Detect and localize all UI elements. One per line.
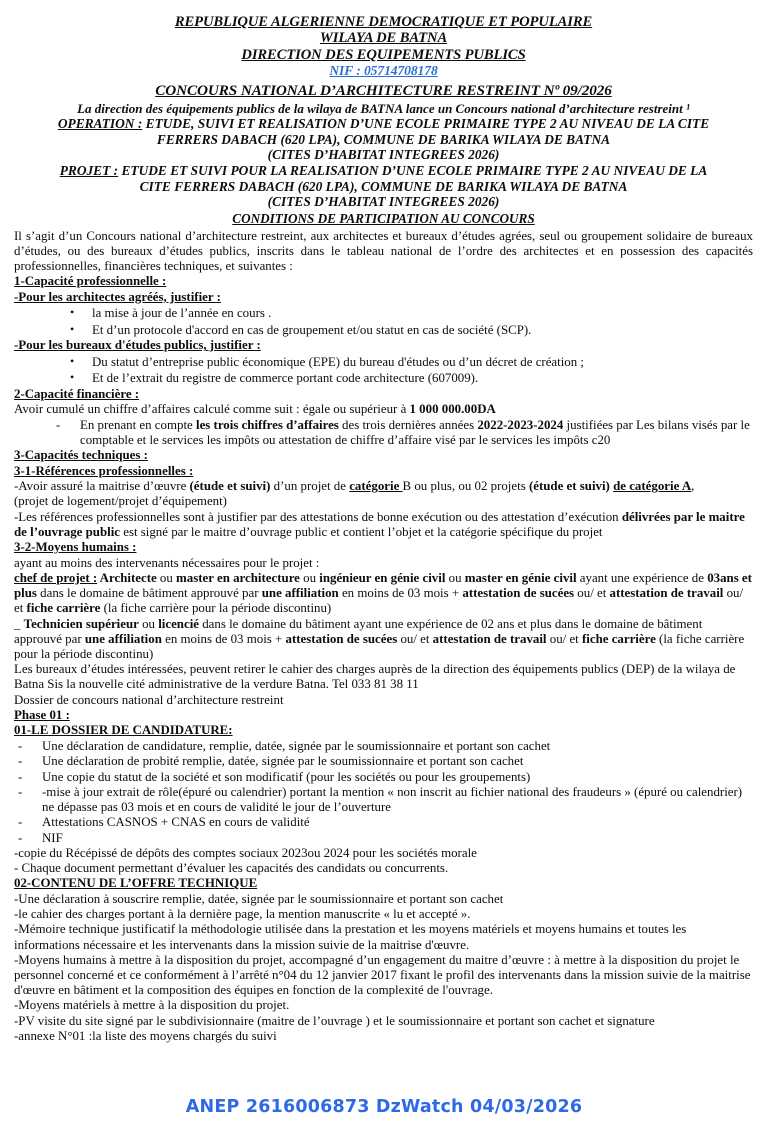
dossier-line: Dossier de concours national d’architecture restreint xyxy=(14,692,284,707)
header-wilaya: WILAYA DE BATNA xyxy=(319,30,448,47)
list-item: - NIF xyxy=(42,831,753,846)
s32-tech-m6: (la fiche carrière pour la période discontinu) xyxy=(14,631,745,661)
s31-p1-b1: (étude et suivi) xyxy=(189,479,271,494)
s32-chef-b3: ingénieur en génie civil xyxy=(319,570,446,585)
section-3-2-title: 3-2-Moyens humains : xyxy=(14,540,137,555)
list-item: • Et d’un protocole d'accord en cas de groupement et/ou statut en cas de société (SCP). xyxy=(92,322,753,338)
operation-label: OPERATION : xyxy=(57,116,143,132)
s32-chef-b5: 03ans et plus xyxy=(14,570,752,601)
section-3-2-technicien xyxy=(14,617,753,663)
anep-footer: ANEP 2616006873 DzWatch 04/03/2026 xyxy=(185,1097,583,1117)
header-republic: REPUBLIQUE ALGERIENNE DEMOCRATIQUE ET POPULAIRE xyxy=(174,14,593,30)
section-3-1-paragraph-1-line2: (projet de logement/projet d’équipement) xyxy=(14,494,227,509)
s32-chef-m2: ou xyxy=(299,570,320,585)
operation-line-1 xyxy=(14,116,753,132)
list-item: - -mise à jour extrait de rôle(épuré ou calendrier) portant la mention « non inscrit au fichier national des fraudeurs » (épuré ou calendrier) ne dépasse pas 03 mois et en cours de validité le jour de l’ouverture xyxy=(42,785,753,816)
list-item: - Attestations CASNOS + CNAS en cours de validité xyxy=(42,815,753,830)
phase2-item-7: -annexe N°01 :la liste des moyens chargés du suivi xyxy=(14,1028,277,1043)
s32-tech-b4: attestation de sucées xyxy=(285,631,398,646)
projet-line-1 xyxy=(14,163,753,179)
s32-chef-m9: (la fiche carrière pour la période discontinu) xyxy=(100,601,332,616)
header-direction: DIRECTION DES EQUIPEMENTS PUBLICS xyxy=(241,46,526,63)
phase1-items xyxy=(14,739,753,846)
section-1-sub-2: -Pour les bureaux d'études publics, justifier : xyxy=(14,338,261,353)
s32-chef-m3: ou xyxy=(445,570,465,585)
projet-line-2: CITE FERRERS DABACH (620 LPA), COMMUNE DE BARIKA WILAYA DE BATNA xyxy=(139,178,628,194)
section-2-line xyxy=(14,402,753,417)
section-2-dash-list xyxy=(14,418,753,449)
header-lede: La direction des équipements publics de la wilaya de BATNA lance un Concours national d’architecture restreint ¹ xyxy=(77,100,690,116)
section-2-amount: 1 000 000.00DA xyxy=(409,402,496,417)
s32-chef-b2: master en architecture xyxy=(176,570,300,585)
s32-chef-b7: attestation de sucées xyxy=(462,586,575,601)
s32-tech-b3: une affiliation xyxy=(84,631,162,646)
s32-chef-m4: ayant une expérience de xyxy=(576,570,708,585)
phase2-item-4: -Moyens humains à mettre à la disposition du projet, accompagné d’un engagement du maitre d’œuvre : à mettre à la disposition du projet le personnel concerné et ce conformément à l’arrêté n°04 du 12 janvier 2017 fixant le profil des intervenants dans la mission suivie de la maitrise d'œuvre en bâtiment et la composition des équipes en fonction de la complexité de l'ouvrage. xyxy=(14,952,751,998)
s32-chef-m7: ou/ et xyxy=(574,586,610,601)
s2-d1-m1: des trois dernières années xyxy=(338,417,478,432)
section-3-1-paragraph-1 xyxy=(14,479,753,494)
section-3-2-lead: ayant au moins des intervenants nécessaires pour le projet : xyxy=(14,555,320,570)
s2-d1-m2: justifiées par Les bilans visés par le comptable et le services les impôts ou attestation de chiffre d’affaire visé par le services les impôts c20 xyxy=(80,417,750,447)
list-item: • Et de l’extrait du registre de commerce portant code architecture (607009). xyxy=(92,370,753,386)
phase2-item-2: -le cahier des charges portant à la dernière page, la mention manuscrite « lu et accepté ». xyxy=(14,907,471,922)
s32-chef-label: chef de projet : xyxy=(14,570,98,585)
operation-text-1: ETUDE, SUIVI ET REALISATION D’UNE ECOLE PRIMAIRE TYPE 2 AU NIVEAU DE LA CITE xyxy=(142,116,710,132)
intro-paragraph: Il s’agit d’un Concours national d’architecture restreint, aux architectes et bureaux d’études agrées, seul ou groupement solidaire de bureaux d’études, ou des bureaux d’études publics, inscrits dans le tableau national de l’ordre des architectes et en possession des capacités professionnelles, financières techniques, et suivantes : xyxy=(14,228,753,274)
s32-chef-b6: une affiliation xyxy=(261,586,339,601)
section-3-1-title: 3-1-Références professionnelles : xyxy=(14,463,194,478)
s32-tech-b1: Technicien supérieur xyxy=(23,616,139,631)
s32-tech-b2: licencié xyxy=(158,616,200,631)
s32-chef-b9: fiche carrière xyxy=(26,601,101,616)
s31-p1-b4: de catégorie A xyxy=(613,479,692,494)
phase1-extra-1: -copie du Récépissé de dépôts des comptes sociaux 2023ou 2024 pour les sociétés morale xyxy=(14,845,477,860)
document-header xyxy=(14,14,753,227)
list-item: • la mise à jour de l’année en cours . xyxy=(92,305,753,321)
s2-d1-a: En prenant en compte xyxy=(80,417,196,432)
s32-tech-b6: fiche carrière xyxy=(581,631,656,646)
s31-p1-m1: d’un projet de xyxy=(270,479,350,494)
s32-chef-m1: ou xyxy=(156,570,177,585)
section-1-sub-1: -Pour les architectes agréés, justifier : xyxy=(14,289,221,304)
s31-p2-b1: délivrées par le maitre de l’ouvrage public xyxy=(14,509,745,539)
section-2-title: 2-Capacité financière : xyxy=(14,386,140,401)
s31-p1-m2: B ou plus, ou 02 projets xyxy=(402,479,529,494)
s31-p2-a: -Les références professionnelles sont à justifier par des attestations de bonne exécution ou des attestation d’exécution xyxy=(14,509,622,524)
section-3-1-paragraph-2 xyxy=(14,510,753,540)
list-item: - Une copie du statut de la société et son modificatif (pour les sociétés ou pour les groupements) xyxy=(42,770,753,785)
s32-chef-m5: dans le domaine de bâtiment approuvé par xyxy=(36,586,262,601)
s2-d1-b1: les trois chiffres d’affaires xyxy=(195,417,339,432)
s31-p1-a: -Avoir assuré la maitrise d’œuvre xyxy=(14,479,190,494)
retrait-paragraph: Les bureaux d’études intéressées, peuvent retirer le cahier des charges auprès de la direction des équipements publics (DEP) de la wilaya de Batna Sis la nouvelle cité administrative de la verdure Batna. Tel 033 81 38 11 xyxy=(14,662,736,692)
section-3-2-chef-de-projet xyxy=(14,571,753,617)
phase2-item-1: -Une déclaration à souscrire remplie, datée, signée par le soumissionnaire et portant son cachet xyxy=(14,891,504,906)
s31-p2-m1: est signé par le maitre d’ouvrage public et contient l’objet et la catégorie spécifique du projet xyxy=(120,524,603,539)
operation-line-2: FERRERS DABACH (620 LPA), COMMUNE DE BARIKA WILAYA DE BATNA xyxy=(156,131,611,147)
projet-label: PROJET : xyxy=(59,162,119,178)
header-concours-title: CONCOURS NATIONAL D’ARCHITECTURE RESTREINT Nº 09/2026 xyxy=(155,81,612,99)
s32-chef-b8: attestation de travail xyxy=(609,586,724,601)
list-item: - Une déclaration de candidature, remplie, datée, signée par le soumissionnaire et portant son cachet xyxy=(42,739,753,754)
s32-tech-b5: attestation de travail xyxy=(432,631,547,646)
document-body xyxy=(14,227,753,1044)
s32-tech-m5: ou/ et xyxy=(546,631,582,646)
s32-chef-b1: Architecte xyxy=(97,570,157,585)
list-item: • Du statut d’entreprise public économique (EPE) du bureau d'études ou d’un décret de création ; xyxy=(92,354,753,370)
header-nif: NIF : 05714708178 xyxy=(329,63,438,79)
phase-label: Phase 01 : xyxy=(14,707,70,722)
s32-chef-m6: en moins de 03 mois + xyxy=(338,586,463,601)
phase1-extra-2: - Chaque document permettant d’évaluer les capacités des candidats ou concurrents. xyxy=(14,861,449,876)
s32-tech-m1: ou xyxy=(138,616,159,631)
s32-tech-m2: dans le domaine du bâtiment ayant une expérience de 02 ans et plus dans le domaine de bâtiment approuvé par xyxy=(14,616,703,646)
s31-p1-b3: (étude et suivi) xyxy=(528,479,610,494)
section-1-sub-2-bullets xyxy=(14,354,753,387)
phase2-title: 02-CONTENU DE L’OFFRE TECHNIQUE xyxy=(14,876,258,891)
conditions-title: CONDITIONS DE PARTICIPATION AU CONCOURS xyxy=(232,210,535,226)
phase1-title: 01-LE DOSSIER DE CANDIDATURE: xyxy=(14,723,233,738)
s2-d1-b2: 2022-2023-2024 xyxy=(477,417,564,432)
s31-p1-m4: , xyxy=(691,479,695,494)
s32-tech-pre: _ xyxy=(14,616,24,631)
section-1-title: 1-Capacité professionnelle : xyxy=(14,274,167,289)
s32-tech-m3: en moins de 03 mois + xyxy=(161,631,286,646)
list-item: - Une déclaration de probité remplie, datée, signée par le soumissionnaire et portant son cachet xyxy=(42,754,753,769)
operation-line-3: (CITES D’HABITAT INTEGREES 2026) xyxy=(267,147,500,163)
section-2-line-text: Avoir cumulé un chiffre d’affaires calculé comme suit : égale ou supérieur à xyxy=(14,402,410,417)
s32-chef-b4: master en génie civil xyxy=(464,570,577,585)
projet-text-1: ETUDE ET SUIVI POUR LA REALISATION D’UNE ECOLE PRIMAIRE TYPE 2 AU NIVEAU DE LA xyxy=(118,162,708,178)
s32-chef-m8: ou/ et xyxy=(14,586,744,616)
s31-p1-b2: catégorie xyxy=(349,479,403,494)
section-3-title: 3-Capacités techniques : xyxy=(14,448,148,463)
list-item xyxy=(80,418,753,449)
phase2-item-6: -PV visite du site signé par le subdivisionnaire (maitre de l’ouvrage ) et le soumissionnaire et portant son cachet et signature xyxy=(14,1013,655,1028)
projet-line-3: (CITES D’HABITAT INTEGREES 2026) xyxy=(267,194,500,210)
phase2-item-3: -Mémoire technique justificatif la méthodologie utilisée dans la prestation et les moyens matériels et moyens humains et toutes les informations nécessaire et les intervenants dans la mission suivie de la maitrise d'œuvre. xyxy=(14,922,687,952)
phase2-item-5: -Moyens matériels à mettre à la disposition du projet. xyxy=(14,998,290,1013)
section-1-sub-1-bullets xyxy=(14,305,753,338)
s32-tech-m4: ou/ et xyxy=(397,631,433,646)
